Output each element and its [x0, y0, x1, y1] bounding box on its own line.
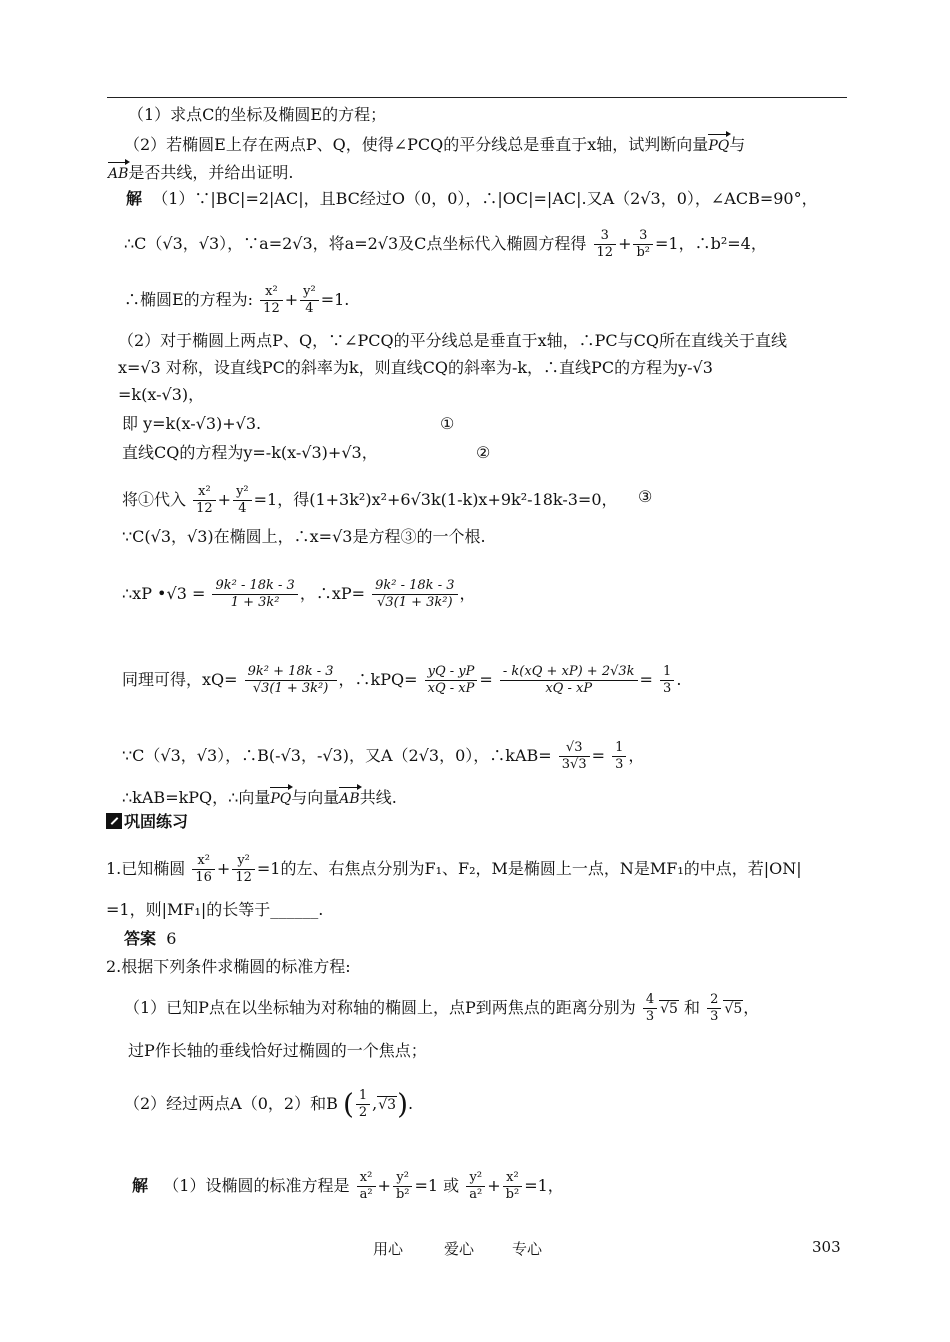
answer-line: 答案 6 [124, 929, 177, 948]
q2-line-2: AB是否共线，并给出证明. [108, 159, 294, 185]
header-rule [107, 97, 847, 98]
solution-2: 解 （1）设椭圆的标准方程是 $\frac{\text{x²}}{\text{a²}}$ + $\frac{\text{y²}}{\text{b²}}$ =1 或 $\frac{\text{y²}}{\text{a²}}$ + $\frac{\text{x²}}{\text{b²}}$ =1， [132, 1170, 564, 1202]
xp-derivation: ∴xP •√3 = $\frac{\text{9k² - 18k - 3}}{\text{1 + 3k²}}$ ，∴xP= $\frac{\text{9k² - 18k - 3}}{\text{√3(1 + 3k²)}}$ ， [122, 578, 476, 610]
q2-line: （2）若椭圆E上存在两点P、Q，使得∠PCQ的平分线总是垂直于x轴，试判断向量PQ与 [124, 131, 745, 157]
footer-text-2: 爱心 [444, 1240, 475, 1258]
conclusion-line: ∴kAB=kPQ，∴向量PQ与向量AB共线. [122, 784, 397, 810]
footer-text-3: 专心 [512, 1240, 543, 1258]
footer-text-1: 用心 [373, 1240, 404, 1258]
practice-2-part2: （2）经过两点A（0，2）和B ( $\frac{1}{2}$ ,√3). [124, 1087, 414, 1121]
part2-line-1: （2）对于椭圆上两点P、Q，∵∠PCQ的平分线总是垂直于x轴，∴PC与CQ所在直线关于直线 [118, 331, 787, 350]
vector-ab: AB [108, 159, 128, 185]
q1-line: （1）求点C的坐标及椭圆E的方程； [128, 105, 387, 124]
practice-1-cont: =1，则|MF₁|的长等于______. [106, 900, 324, 919]
practice-2-part1: （1）已知P点在以坐标轴为对称轴的椭圆上，点P到两焦点的距离分别为 $\frac{4}{3}$ √5 和 $\frac{2}{3}$ √5， [124, 992, 760, 1024]
practice-1: 1.已知椭圆 $\frac{\text{x²}}{16}$ + $\frac{\text{y²}}{12}$ =1的左、右焦点分别为F₁、F₂，M是椭圆上一点，N是MF₁的中点，若|ON| [106, 853, 802, 885]
kpq-derivation: 同理可得，xQ= $\frac{\text{9k² + 18k - 3}}{\text{√3(1 + 3k²)}}$ ，∴kPQ= $\frac{yQ - yP}{xQ - xP}$ = $\frac{- k(xQ + xP) + 2√3k}{xQ - xP}$ = $\frac{1}{3}$ . [122, 664, 682, 696]
part2-line-3: =k(x-√3)， [118, 385, 205, 404]
practice-2-part1-cont: 过P作长轴的垂线恰好过椭圆的一个焦点； [128, 1041, 427, 1060]
solution-step-2: ∴C（√3，√3），∵a=2√3，将a=2√3及C点坐标代入椭圆方程得 $\frac{3}{12}$ + $\frac{3}{\text{b²}}$ =1，∴b²=4， [124, 228, 767, 260]
marker-3: ③ [638, 487, 653, 506]
page-number: 303 [812, 1238, 841, 1256]
pencil-icon [106, 813, 122, 829]
substitution-line: 将①代入 $\frac{\text{x²}}{12}$ + $\frac{\text{y²}}{4}$ =1，得(1+3k²)x²+6√3k(1-k)x+9k²-18k-3=0， [122, 484, 618, 516]
marker-1: ① [440, 414, 455, 433]
line-cq-eq: 直线CQ的方程为y=-k(x-√3)+√3， [122, 443, 378, 462]
part2-line-2: x=√3 对称，设直线PC的斜率为k，则直线CQ的斜率为-k，∴直线PC的方程为y-√3 [118, 358, 713, 377]
section-heading: 巩固练习 [106, 811, 188, 833]
vector-pq: PQ [708, 131, 729, 157]
practice-2: 2.根据下列条件求椭圆的标准方程: [106, 957, 351, 976]
root-statement: ∵C(√3，√3)在椭圆上，∴x=√3是方程③的一个根. [122, 527, 486, 546]
marker-2: ② [476, 443, 491, 462]
ellipse-equation: ∴椭圆E的方程为: $\frac{\text{x²}}{12}$ + $\frac{\text{y²}}{4}$ =1. [124, 284, 350, 316]
solution-step-1: 解 （1）∵|BC|=2|AC|，且BC经过O（0，0），∴|OC|=|AC|.又A（2√3，0），∠ACB=90°， [126, 189, 818, 208]
line-pc-eq: 即 y=k(x-√3)+√3. [122, 414, 262, 433]
kab-derivation: ∵C（√3，√3），∴B(-√3，-√3)，又A（2√3，0），∴kAB= $\frac{√3}{3√3}$ = $\frac{1}{3}$ ， [122, 740, 645, 772]
